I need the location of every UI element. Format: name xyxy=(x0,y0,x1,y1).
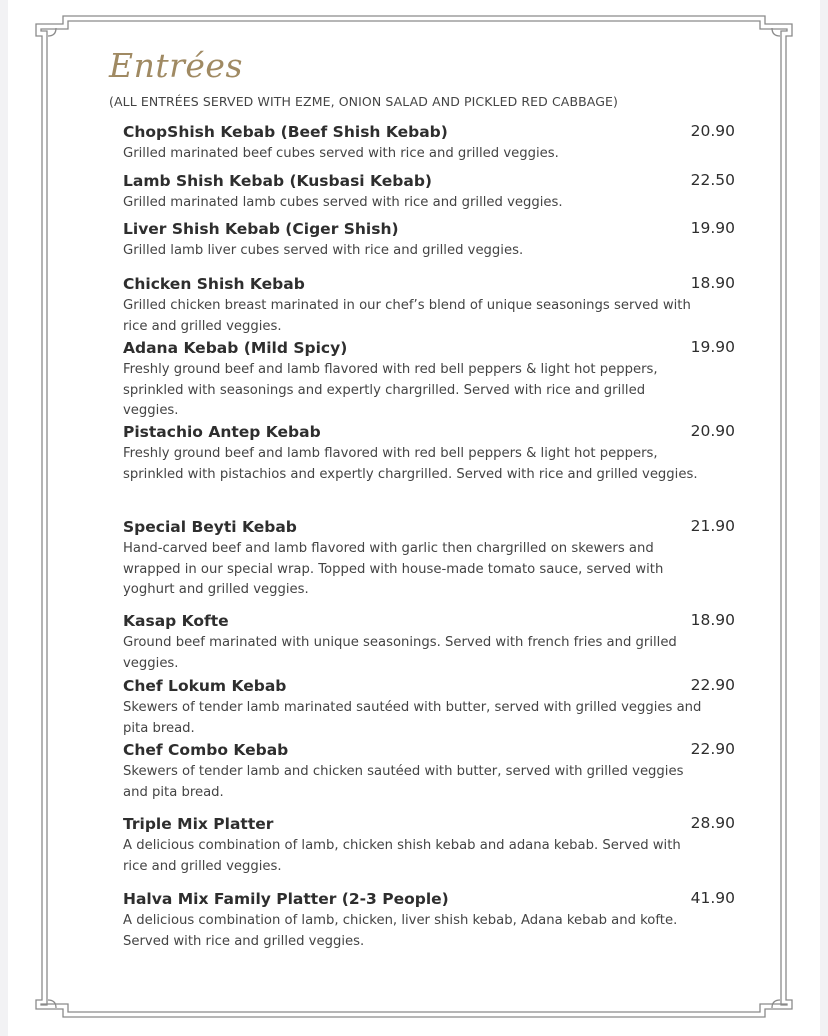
item-price: 18.90 xyxy=(690,274,735,292)
menu-page xyxy=(8,0,820,1036)
menu-item xyxy=(123,889,735,952)
item-price: 22.90 xyxy=(690,740,735,758)
item-name: ChopShish Kebab (Beef Shish Kebab) xyxy=(123,123,448,141)
item-description: Skewers of tender lamb and chicken sautéed with butter, served with grilled veggies and pita bread. xyxy=(123,764,684,800)
item-description: Freshly ground beef and lamb flavored with red bell peppers & light hot peppers, sprinkled with pistachios and expertly chargrilled. Served with rice and grilled veggies. xyxy=(123,446,698,482)
item-name: Chef Combo Kebab xyxy=(123,741,289,759)
item-name: Adana Kebab (Mild Spicy) xyxy=(123,339,348,357)
item-name: Liver Shish Kebab (Ciger Shish) xyxy=(123,220,399,238)
menu-item xyxy=(123,740,735,803)
item-name: Kasap Kofte xyxy=(123,612,229,630)
item-price: 19.90 xyxy=(690,338,735,356)
menu-item xyxy=(123,171,735,214)
menu-subtitle: (ALL ENTRÉES SERVED WITH EZME, ONION SALAD AND PICKLED RED CABBAGE) xyxy=(109,94,619,109)
item-description: Freshly ground beef and lamb flavored with red bell peppers & light hot peppers, sprinkled with seasonings and expertly chargrilled. Served with rice and grilled veggies. xyxy=(123,362,658,418)
menu-item xyxy=(123,122,735,165)
item-price: 41.90 xyxy=(690,889,735,907)
item-description: Hand-carved beef and lamb flavored with garlic then chargrilled on skewers and wrapped in our special wrap. Topped with house-made tomato sauce, served with yoghurt and grilled veggies. xyxy=(123,541,664,597)
item-description: Ground beef marinated with unique seasonings. Served with french fries and grilled veggies. xyxy=(123,635,677,671)
item-name: Special Beyti Kebab xyxy=(123,518,297,536)
item-description: Grilled marinated lamb cubes served with rice and grilled veggies. xyxy=(123,195,563,210)
item-name: Halva Mix Family Platter (2-3 People) xyxy=(123,890,449,908)
item-name: Chef Lokum Kebab xyxy=(123,677,287,695)
item-description: Skewers of tender lamb marinated sautéed with butter, served with grilled veggies and pita bread. xyxy=(123,700,702,736)
menu-item xyxy=(123,338,735,422)
item-price: 20.90 xyxy=(690,122,735,140)
item-price: 20.90 xyxy=(690,422,735,440)
menu-item xyxy=(123,274,735,337)
item-price: 19.90 xyxy=(690,219,735,237)
item-description: Grilled lamb liver cubes served with rice and grilled veggies. xyxy=(123,243,524,258)
menu-item xyxy=(123,676,735,739)
item-price: 22.90 xyxy=(690,676,735,694)
item-name: Chicken Shish Kebab xyxy=(123,275,305,293)
item-description: Grilled marinated beef cubes served with rice and grilled veggies. xyxy=(123,146,559,161)
menu-item xyxy=(123,422,735,485)
item-name: Pistachio Antep Kebab xyxy=(123,423,321,441)
item-name: Triple Mix Platter xyxy=(123,815,274,833)
menu-item xyxy=(123,611,735,674)
menu-item xyxy=(123,219,735,262)
menu-title: Entrées xyxy=(109,46,243,85)
item-description: Grilled chicken breast marinated in our chef’s blend of unique seasonings served with rice and grilled veggies. xyxy=(123,298,691,334)
item-description: A delicious combination of lamb, chicken shish kebab and adana kebab. Served with rice and grilled veggies. xyxy=(123,838,681,874)
item-price: 18.90 xyxy=(690,611,735,629)
menu-item xyxy=(123,517,735,601)
item-price: 21.90 xyxy=(690,517,735,535)
item-price: 22.50 xyxy=(690,171,735,189)
item-price: 28.90 xyxy=(690,814,735,832)
item-name: Lamb Shish Kebab (Kusbasi Kebab) xyxy=(123,172,433,190)
item-description: A delicious combination of lamb, chicken, liver shish kebab, Adana kebab and kofte. Served with rice and grilled veggies. xyxy=(123,913,678,949)
menu-item xyxy=(123,814,735,877)
